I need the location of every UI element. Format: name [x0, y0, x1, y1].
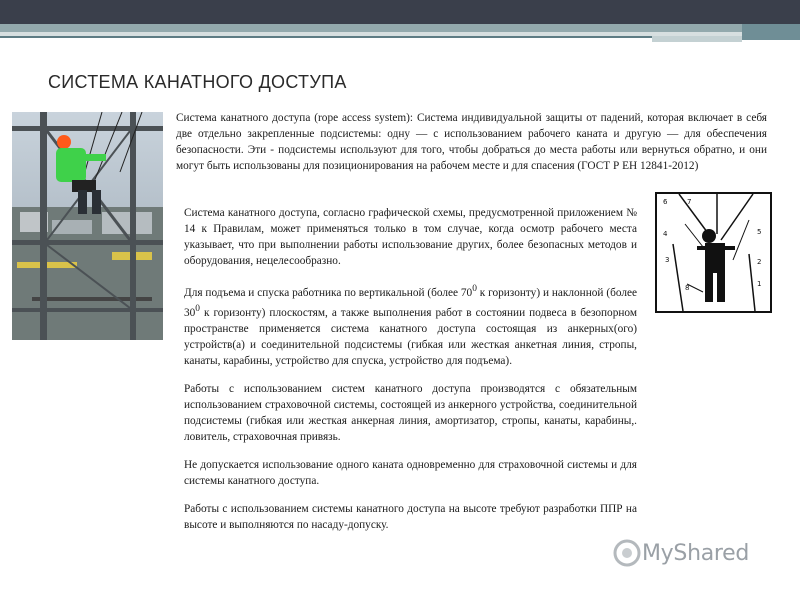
header-ornament-light [652, 36, 742, 42]
intro-definition: Система канатного доступа (rope access system): Система индивидуальной защиты от падений, которая включает в себя две отдельно закрепленные подсистемы: одну — с использованием рабочего каната и другую — для обеспечения безопасности. Эти - подсистемы используют для того, чтобы добраться до места работы или вернуться обратно, и они могут быть использованы для позиционирования на рабочем месте и для спасения (ГОСТ Р ЕН 12841-2012) [176, 112, 767, 172]
slide-title: СИСТЕМА КАНАТНОГО ДОСТУПА [48, 72, 347, 92]
svg-text:5: 5 [757, 228, 762, 236]
rope-access-worker-photo [12, 112, 163, 340]
svg-text:2: 2 [757, 258, 762, 266]
paragraph-ppr: Работы с использованием системы канатного доступа на высоте требуют разработки ППР на высоте и выполняются по насаду-допуску. [184, 502, 637, 531]
watermark-brand: MyShared [642, 540, 750, 566]
paragraph-single-rope: Не допускается использование одного каната одновременно для страховочной системы и для системы канатного доступа. [184, 458, 637, 487]
svg-text:6: 6 [663, 198, 668, 206]
svg-text:1: 1 [757, 280, 762, 288]
svg-text:8: 8 [685, 284, 690, 292]
svg-text:3: 3 [665, 256, 670, 264]
myshared-logo-icon [612, 538, 642, 568]
svg-text:4: 4 [663, 230, 668, 238]
paragraph-composition: Для подъема и спуска работника по вертикальной (более $70^0$ к горизонту) и наклонной (более $30^0$ к горизонту) плоскостям, а также выполнения работ в состоянии подвеса в безопорном пространстве применяется система канатного доступа состоящая из анкерных(ого) устройств(а) и соединительной подсистемы (гибкая или жесткая анкетная линия, стропы, канаты, карабины, устройство для спуска, устройство для подъема). [184, 284, 637, 367]
svg-text:7: 7 [687, 198, 692, 206]
header-ornament [742, 24, 800, 40]
paragraph-safety-system: Работы с использованием систем канатного доступа производятся с обязательным использованием страховочной системы, состоящей из анкерного устройства, соединительной подсистемы (гибкая или жесткая анкерная линия, амортизатор, стропы, канаты, карабины,. ловитель, страховочная привязь. [184, 382, 637, 443]
rope-access-scheme-diagram [655, 192, 772, 313]
top-bar [0, 0, 800, 24]
paragraph-application: Система канатного доступа, согласно графической схемы, предусмотренной приложением № 14 к Правилам, может применяться только в том случае, когда осмотр рабочего места указывает, что при выполнении работы использование других, более безопасных методов и оборудования, нецелесообразно. [184, 207, 637, 267]
myshared-watermark [612, 538, 749, 568]
header-stripe [0, 24, 800, 32]
body-text [184, 205, 637, 545]
